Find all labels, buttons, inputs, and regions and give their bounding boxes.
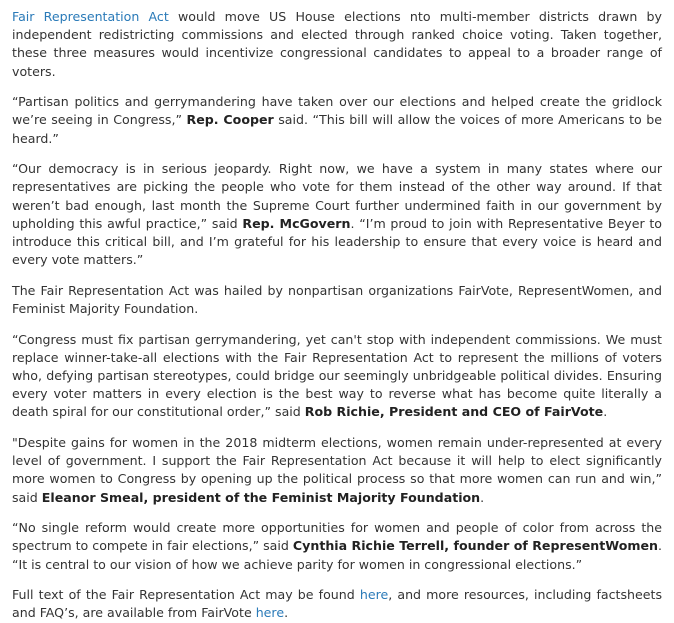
paragraph-mcgovern-quote — [12, 160, 662, 269]
fairvote-resources-link[interactable]: here — [255, 605, 285, 621]
fair-representation-act-link[interactable]: Fair Representation Act — [12, 9, 169, 24]
paragraph-resources — [12, 586, 662, 622]
paragraph-organizations: The Fair Representation Act was hailed by nonpartisan organizations FairVote, RepresentWomen, and Feminist Majority Foundation. — [12, 282, 662, 317]
quote-text: “No single reform would create more opportunities for women and people of color from across the spectrum to compete in fair elections,” said — [12, 520, 662, 554]
quote-text: “Partisan politics and gerrymandering have taken over our elections and helped create the gridlock we’re seeing in Congress,” — [12, 94, 662, 128]
speaker-name: Rep. Cooper — [186, 112, 274, 128]
quote-text: “Congress must fix partisan gerrymandering, yet can't stop with independent commissions. We must replace winner-take-all elections with the Fair Representation Act to represent the millions of voters who, defying partisan stereotypes, could bridge our seemingly unbridgeable political divides. Ensuring every voter matters in every election is the best way to reverse what has become quite literally a death spiral for our constitutional order,” said — [12, 331, 662, 420]
quote-text: "Despite gains for women in the 2018 midterm elections, women remain under-represented at every level of government. I support the Fair Representation Act because it will help to elect significantly more women to Congress by opening up the political process so that more women can run and win,” said — [12, 435, 662, 505]
speaker-name: Cynthia Richie Terrell, founder of RepresentWomen — [292, 538, 658, 554]
paragraph-terrell-quote — [12, 519, 662, 574]
paragraph-intro — [12, 8, 662, 81]
speaker-name: Rob Richie, President and CEO of FairVote — [304, 404, 604, 420]
quote-text: said. “This bill will allow the voices of more Americans to be heard.” — [12, 112, 662, 146]
paragraph-intro-text: would move US House elections nto multi-member districts drawn by independent redistricting commissions and elected through ranked choice voting. Taken together, these three measures would incentivize congressional candidates to appeal to a broader range of voters. — [12, 9, 662, 79]
quote-text: . “I’m proud to join with Representative Beyer to introduce this critical bill, and I’m grateful for his leadership to ensure that every voice is heard and every vote matters.” — [12, 215, 662, 268]
speaker-name: Eleanor Smeal, president of the Feminist Majority Foundation — [41, 489, 481, 505]
paragraph-richie-quote — [12, 331, 662, 422]
quote-text: . “It is central to our vision of how we achieve parity for women in congressional elections.” — [12, 538, 662, 572]
speaker-name: Rep. McGovern — [242, 215, 351, 231]
resources-text: , and more resources, including factsheets and FAQ’s, are available from FairVote — [12, 587, 663, 621]
quote-text: “Our democracy is in serious jeopardy. Right now, we have a system in many states where our representatives are picking the people who vote for them instead of the other way around. If that weren’t bad enough, last month the Supreme Court further undermined faith in our government by upholding this awful practice,” said — [12, 161, 662, 231]
full-text-link[interactable]: here — [359, 587, 389, 603]
quote-text: . — [603, 404, 608, 420]
paragraph-smeal-quote — [12, 434, 662, 507]
paragraph-cooper-quote — [12, 93, 662, 148]
resources-text: Full text of the Fair Representation Act may be found — [12, 587, 360, 603]
resources-text: . — [284, 605, 289, 621]
quote-text: . — [480, 489, 485, 505]
